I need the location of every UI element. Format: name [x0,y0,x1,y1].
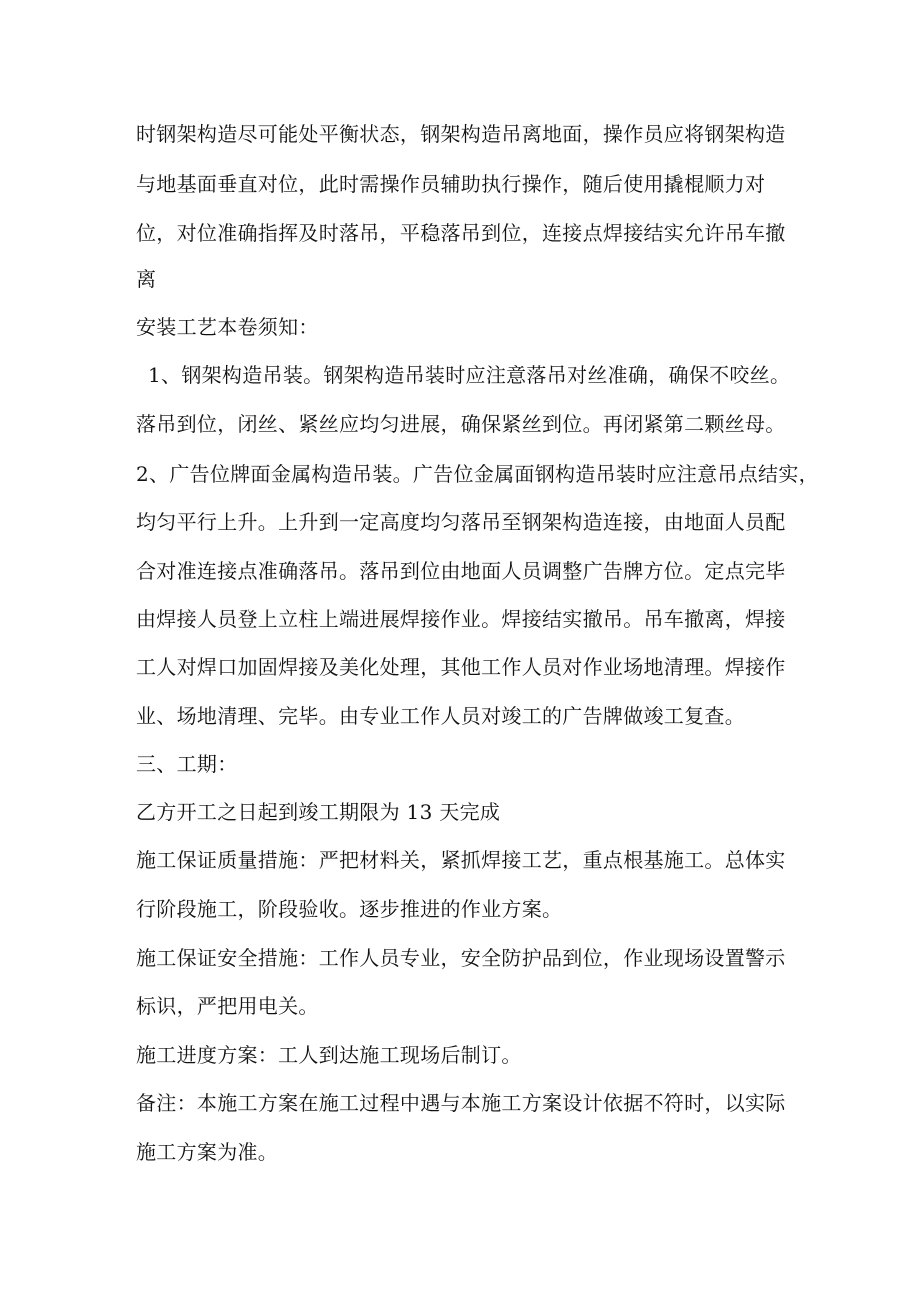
item-2-line-4: 由焊接人员登上立柱上端进展焊接作业。焊接结实撤吊。吊车撤离，焊接 [136,607,786,631]
quality-measures-line-2: 行阶段施工，阶段验收。逐步推进的作业方案。 [136,897,563,921]
item-2-line-2: 均匀平行上升。上升到一定高度均匀落吊至钢架构造连接，由地面人员配 [136,510,786,534]
paragraph-1-line-3: 位，对位准确指挥及时落吊，平稳落吊到位，连接点焊接结实允许吊车撤 [136,221,786,245]
item-2-line-6: 业、场地清理、完毕。由专业工作人员对竣工的广告牌做竣工复查。 [136,704,745,728]
progress-plan: 施工进度方案：工人到达施工现场后制订。 [136,1043,522,1067]
item-2-line-5: 工人对焊口加固焊接及美化处理，其他工作人员对作业场地清理。焊接作 [136,655,786,679]
safety-measures-line-2: 标识，严把用电关。 [136,994,319,1018]
section-3-heading: 三、工期： [136,752,238,776]
paragraph-1-line-4: 离 [136,267,157,291]
remark-line-2: 施工方案为准。 [136,1140,279,1164]
schedule-text: 乙方开工之日起到竣工期限为 13 天完成 [136,800,501,824]
item-1-line-1: 1、钢架构造吊装。钢架构造吊装时应注意落吊对丝准确，确保不咬丝。 [148,363,791,387]
item-2-line-3: 合对准连接点准确落吊。落吊到位由地面人员调整广告牌方位。定点完毕 [136,559,786,583]
safety-measures-line-1: 施工保证安全措施：工作人员专业，安全防护品到位，作业现场设置警示 [136,946,786,970]
quality-measures-line-1: 施工保证质量措施：严把材料关，紧抓焊接工艺，重点根基施工。总体实 [136,848,786,872]
paragraph-1-line-1: 时钢架构造尽可能处平衡状态，钢架构造吊离地面，操作员应将钢架构造 [136,122,786,146]
remark-line-1: 备注：本施工方案在施工过程中遇与本施工方案设计依据不符时，以实际 [136,1091,786,1115]
item-2-line-1: 2、广告位牌面金属构造吊装。广告位金属面钢构造吊装时应注意吊点结实， [136,462,819,486]
item-1-line-2: 落吊到位，闭丝、紧丝应均匀进展，确保紧丝到位。再闭紧第二颗丝母。 [136,412,786,436]
install-notes-heading: 安装工艺本卷须知： [136,315,319,339]
paragraph-1-line-2: 与地基面垂直对位，此时需操作员辅助执行操作，随后使用撬棍顺力对 [136,172,766,196]
